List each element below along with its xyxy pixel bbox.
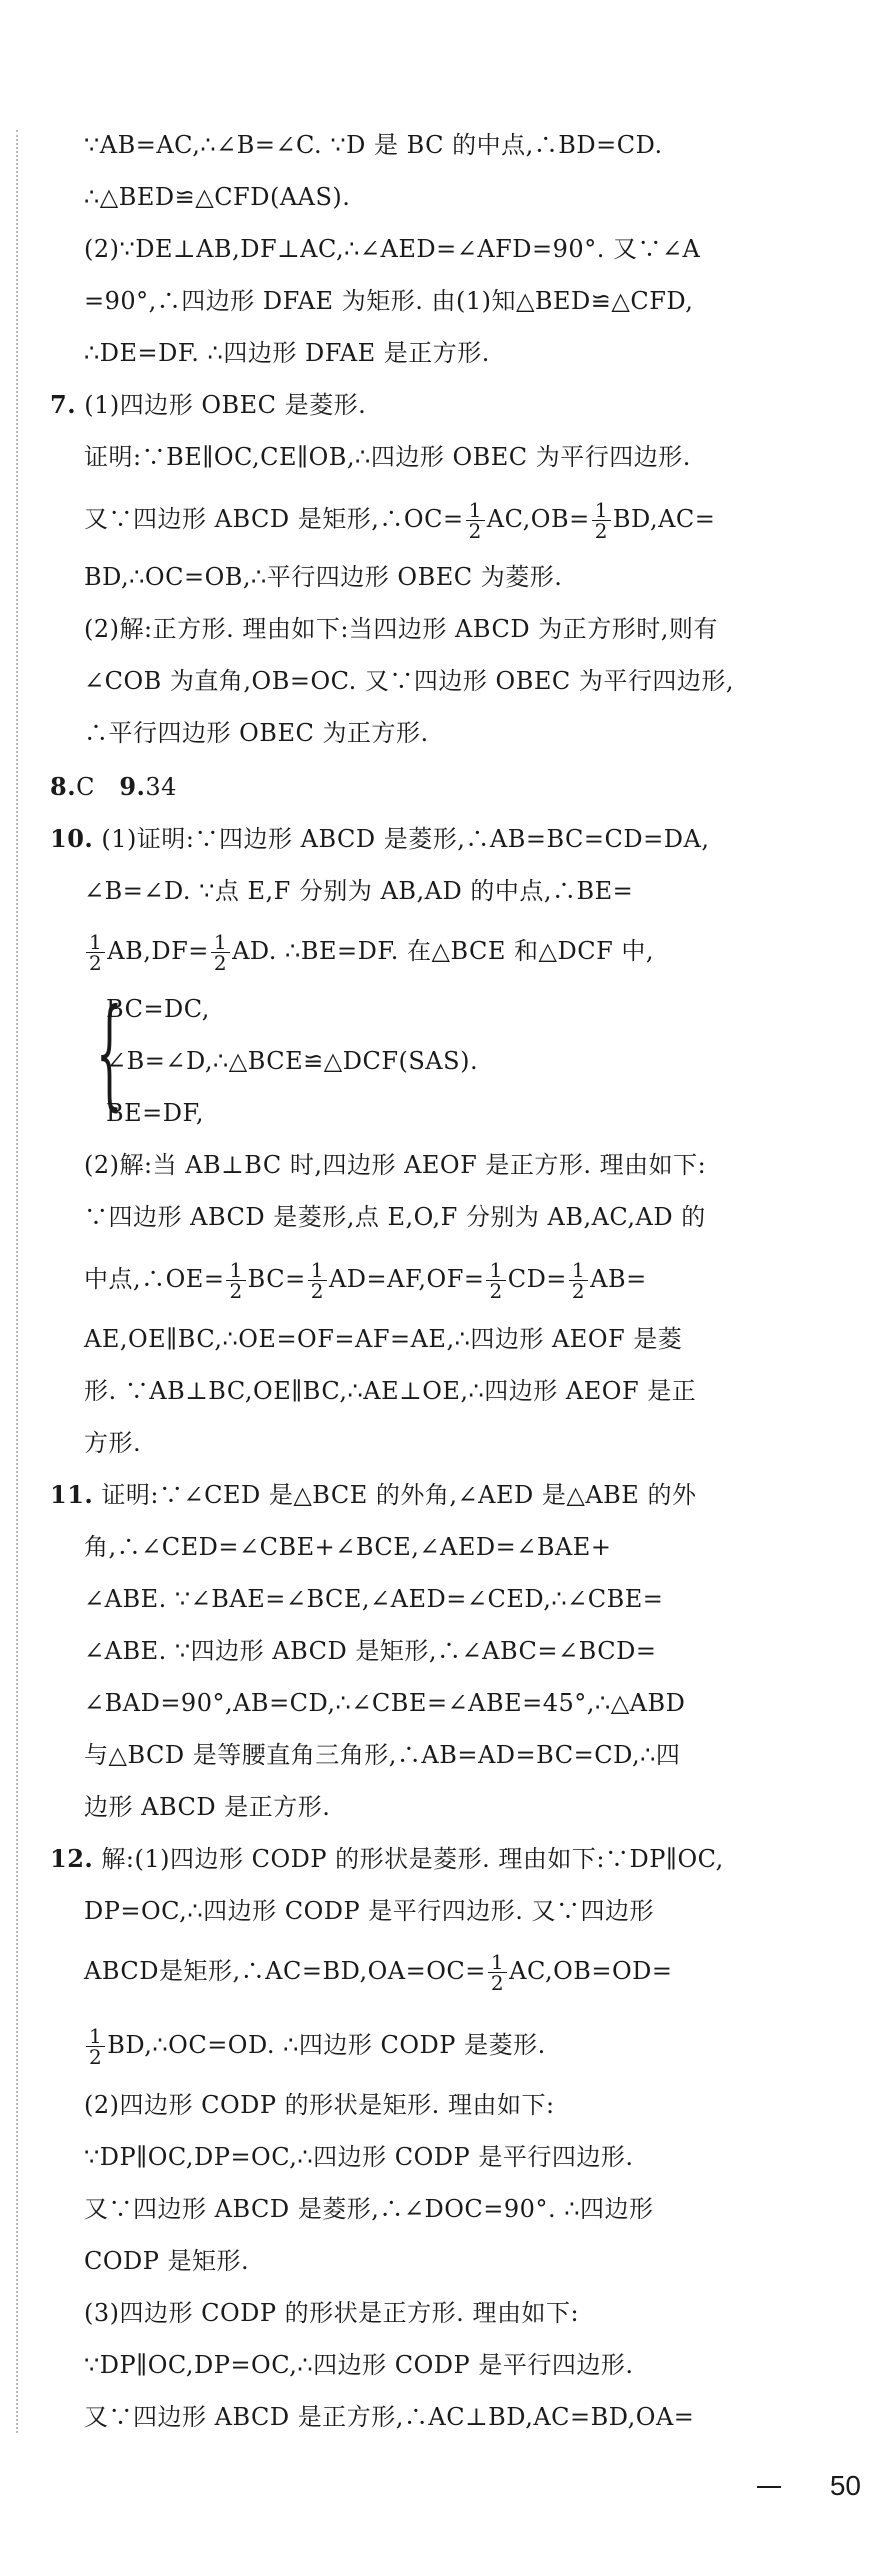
text-line: ∴平行四边形 OBEC 为正方形. bbox=[84, 719, 429, 747]
question-number: 7. bbox=[50, 390, 77, 419]
text-line: 证明:∵BE∥OC,CE∥OB,∴四边形 OBEC 为平行四边形. bbox=[84, 443, 691, 471]
text-line-with-fractions: ABCD是矩形,∴AC=BD,OA=OC= $\frac{1}{2}$ AC,OB=OD= bbox=[84, 1950, 673, 1995]
text-line: 又∵四边形 ABCD 是正方形,∴AC⊥BD,AC=BD,OA= bbox=[84, 2403, 695, 2431]
text-line-with-fraction: $\frac{1}{2}$ BD,∴OC=OD. ∴四边形 CODP 是菱形. bbox=[84, 2026, 873, 2067]
text-line: ∠ABE. ∵∠BAE=∠BCE,∠AED=∠CED,∴∠CBE= bbox=[84, 1585, 664, 1613]
text-line: 形. ∵AB⊥BC,OE∥BC,∴AE⊥OE,∴四边形 AEOF 是正 bbox=[84, 1377, 697, 1405]
page-number: 50 bbox=[829, 2470, 861, 2501]
text-line: ∠ABE. ∵四边形 ABCD 是矩形,∴∠ABC=∠BCD= bbox=[84, 1637, 657, 1665]
text-line: (2)四边形 CODP 的形状是矩形. 理由如下: bbox=[84, 2091, 555, 2119]
text-line: (2)∵DE⊥AB,DF⊥AC,∴∠AED=∠AFD=90°. 又∵∠A bbox=[84, 235, 701, 263]
text-line: ∵DP∥OC,DP=OC,∴四边形 CODP 是平行四边形. bbox=[84, 2143, 634, 2171]
fraction-one-half: $\frac{1}{2}$ bbox=[466, 500, 485, 541]
text-line: DP=OC,∴四边形 CODP 是平行四边形. 又∵四边形 bbox=[84, 1897, 655, 1925]
question-number: 8. bbox=[50, 772, 77, 801]
question-11 bbox=[50, 1478, 873, 1512]
text-line-with-fractions: 又∵四边形 ABCD 是矩形,∴OC= $\frac{1}{2}$ AC,OB= $\frac{1}{2}$ BD,AC= bbox=[84, 498, 716, 543]
question-12 bbox=[50, 1842, 873, 1876]
questions-8-9 bbox=[50, 770, 873, 804]
text-line: 角,∴∠CED=∠CBE+∠BCE,∠AED=∠BAE+ bbox=[84, 1533, 612, 1561]
fraction-one-half: $\frac{1}{2}$ bbox=[569, 1260, 588, 1301]
text-line: 又∵四边形 ABCD 是菱形,∴∠DOC=90°. ∴四边形 bbox=[84, 2195, 654, 2223]
text-line: (1)四边形 OBEC 是菱形. bbox=[84, 391, 367, 419]
fraction-one-half: $\frac{1}{2}$ bbox=[592, 500, 611, 541]
text-line: ∴DE=DF. ∴四边形 DFAE 是正方形. bbox=[84, 339, 490, 367]
fraction-one-half: $\frac{1}{2}$ bbox=[86, 932, 105, 973]
question-number: 11. bbox=[50, 1480, 94, 1509]
text-line-with-fractions: 中点,∴OE= $\frac{1}{2}$ BC= $\frac{1}{2}$ AD=AF,OF= $\frac{1}{2}$ CD= $\frac{1}{2}$ AB= bbox=[84, 1258, 647, 1303]
text-line: ∴△BED≌△CFD(AAS). bbox=[84, 183, 351, 211]
text-line: AE,OE∥BC,∴OE=OF=AF=AE,∴四边形 AEOF 是菱 bbox=[84, 1325, 683, 1353]
fraction-one-half: $\frac{1}{2}$ bbox=[86, 2026, 105, 2067]
text-line: 证明:∵∠CED 是△BCE 的外角,∠AED 是△ABE 的外 bbox=[101, 1481, 697, 1509]
text-line: 解:(1)四边形 CODP 的形状是菱形. 理由如下:∵DP∥OC, bbox=[101, 1845, 724, 1873]
question-7 bbox=[50, 388, 873, 422]
left-brace: { bbox=[96, 984, 123, 1123]
fraction-one-half: $\frac{1}{2}$ bbox=[486, 1260, 505, 1301]
text-line: ∠COB 为直角,OB=OC. 又∵四边形 OBEC 为平行四边形, bbox=[84, 667, 734, 695]
text-line: ∵四边形 ABCD 是菱形,点 E,O,F 分别为 AB,AC,AD 的 bbox=[84, 1203, 706, 1231]
fraction-one-half: $\frac{1}{2}$ bbox=[488, 1952, 507, 1993]
text-line: (2)解:当 AB⊥BC 时,四边形 AEOF 是正方形. 理由如下: bbox=[84, 1151, 707, 1179]
text-line-with-fractions: $\frac{1}{2}$ AB,DF= $\frac{1}{2}$ AD. ∴BE=DF. 在△BCE 和△DCF 中, bbox=[84, 932, 873, 973]
question-10 bbox=[50, 822, 873, 856]
text-line: ∠B=∠D. ∵点 E,F 分别为 AB,AD 的中点,∴BE= bbox=[84, 877, 634, 905]
answer-9: 34 bbox=[145, 773, 177, 801]
text-line: ∠B=∠D,∴△BCE≌△DCF(SAS). bbox=[106, 1047, 479, 1075]
text-line: 与△BCD 是等腰直角三角形,∴AB=AD=BC=CD,∴四 bbox=[84, 1741, 681, 1769]
text-line: ∠BAD=90°,AB=CD,∴∠CBE=∠ABE=45°,∴△ABD bbox=[84, 1689, 686, 1717]
text-line: ∵DP∥OC,DP=OC,∴四边形 CODP 是平行四边形. bbox=[84, 2351, 634, 2379]
text-line: (2)解:正方形. 理由如下:当四边形 ABCD 为正方形时,则有 bbox=[84, 615, 718, 643]
fraction-one-half: $\frac{1}{2}$ bbox=[211, 932, 230, 973]
text-line: 边形 ABCD 是正方形. bbox=[84, 1793, 331, 1821]
text-line: BD,∴OC=OB,∴平行四边形 OBEC 为菱形. bbox=[84, 563, 563, 591]
text-line: BC=DC, bbox=[106, 995, 210, 1023]
text-line: (1)证明:∵四边形 ABCD 是菱形,∴AB=BC=CD=DA, bbox=[101, 825, 710, 853]
text-line: CODP 是矩形. bbox=[84, 2247, 250, 2275]
text-line: BE=DF, bbox=[106, 1099, 205, 1127]
fraction-one-half: $\frac{1}{2}$ bbox=[308, 1260, 327, 1301]
binding-margin-dotted-line bbox=[16, 130, 18, 2433]
text-line: ∵AB=AC,∴∠B=∠C. ∵D 是 BC 的中点,∴BD=CD. bbox=[84, 131, 663, 159]
text-line: 方形. bbox=[84, 1429, 142, 1457]
text-line: =90°,∴四边形 DFAE 为矩形. 由(1)知△BED≌△CFD, bbox=[84, 287, 694, 315]
fraction-one-half: $\frac{1}{2}$ bbox=[226, 1260, 245, 1301]
text-line: (3)四边形 CODP 的形状是正方形. 理由如下: bbox=[84, 2299, 580, 2327]
answer-8: C bbox=[76, 773, 95, 801]
question-number: 9. bbox=[119, 772, 146, 801]
question-number: 10. bbox=[50, 824, 94, 853]
question-number: 12. bbox=[50, 1844, 94, 1873]
footer-dash bbox=[757, 2486, 781, 2488]
